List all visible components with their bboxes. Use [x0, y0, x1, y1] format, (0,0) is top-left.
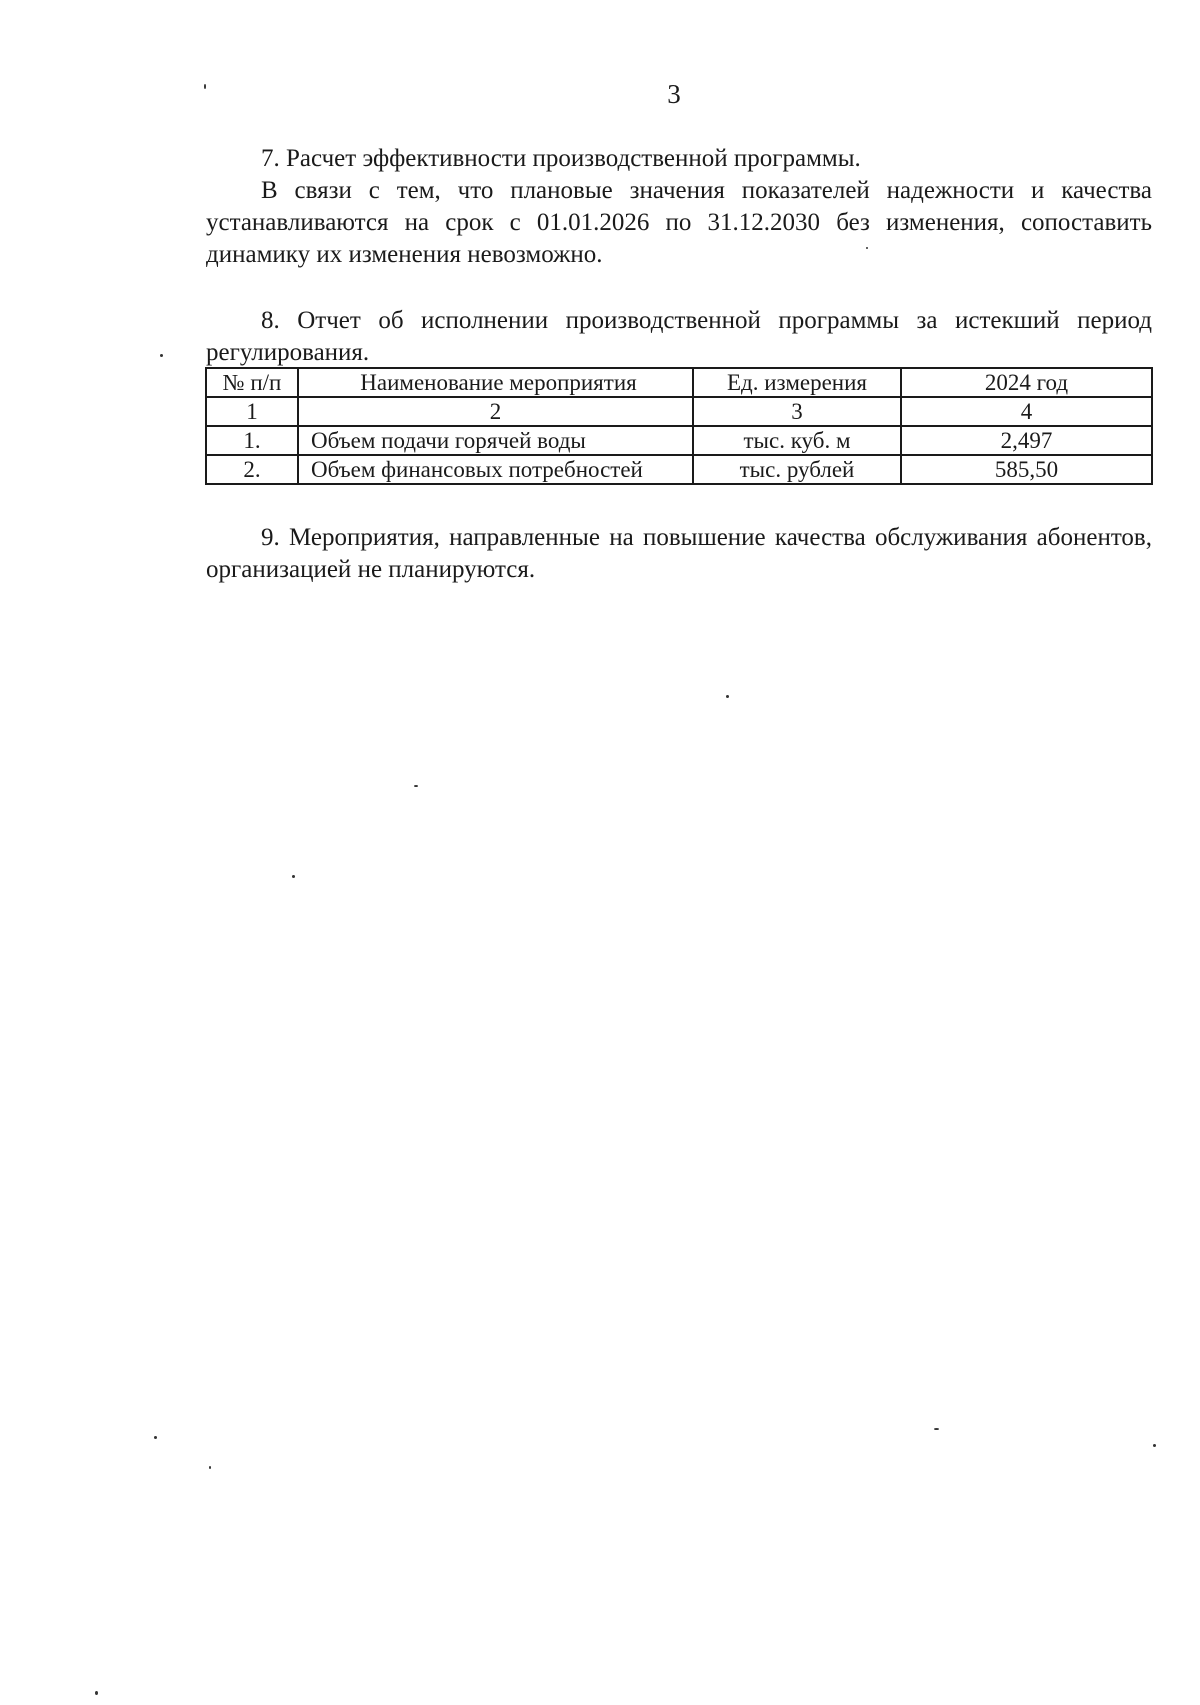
table-row — [206, 426, 1152, 455]
page-number: 3 — [667, 79, 681, 109]
row-value: 585,50 — [901, 455, 1152, 484]
scan-speck — [204, 84, 206, 89]
section-7 — [206, 143, 1152, 271]
row-num: 1. — [206, 426, 298, 455]
scan-speck — [414, 785, 418, 787]
row-unit: тыс. рублей — [693, 455, 901, 484]
scan-speck — [1153, 1444, 1156, 1447]
section-8 — [206, 305, 1152, 369]
header-num: № п/п — [206, 368, 298, 397]
header-name: Наименование мероприятия — [298, 368, 693, 397]
column-number: 3 — [693, 397, 901, 426]
scan-speck — [866, 247, 868, 249]
scan-speck — [934, 1428, 939, 1430]
row-name: Объем финансовых потребностей — [298, 455, 693, 484]
scan-speck — [292, 875, 295, 878]
header-year: 2024 год — [901, 368, 1152, 397]
table-row — [206, 455, 1152, 484]
scan-speck — [209, 1466, 211, 1469]
scan-speck — [726, 695, 729, 698]
section-9-text: 9. Мероприятия, направленные на повышение качества обслуживания абонентов, организацией не планируются. — [206, 524, 1152, 583]
header-unit: Ед. измерения — [693, 368, 901, 397]
row-unit: тыс. куб. м — [693, 426, 901, 455]
section-7-heading: 7. Расчет эффективности производственной программы. — [261, 145, 861, 172]
column-number: 1 — [206, 397, 298, 426]
scan-speck — [160, 354, 163, 357]
scan-speck — [154, 1436, 157, 1439]
report-table — [205, 367, 1153, 485]
table-column-number-row — [206, 397, 1152, 426]
row-name: Объем подачи горячей воды — [298, 426, 693, 455]
row-num: 2. — [206, 455, 298, 484]
section-9 — [206, 522, 1152, 586]
column-number: 4 — [901, 397, 1152, 426]
column-number: 2 — [298, 397, 693, 426]
scan-speck — [95, 1691, 98, 1695]
row-value: 2,497 — [901, 426, 1152, 455]
table-header-row — [206, 368, 1152, 397]
section-7-body: В связи с тем, что плановые значения показателей надежности и качества устанавливаются на срок с 01.01.2026 по 31.12.2030 без изменения, сопоставить динамику их изменения невозможно. — [206, 177, 1152, 268]
section-8-heading: 8. Отчет об исполнении производственной программы за истекший период регулирования. — [206, 307, 1152, 366]
